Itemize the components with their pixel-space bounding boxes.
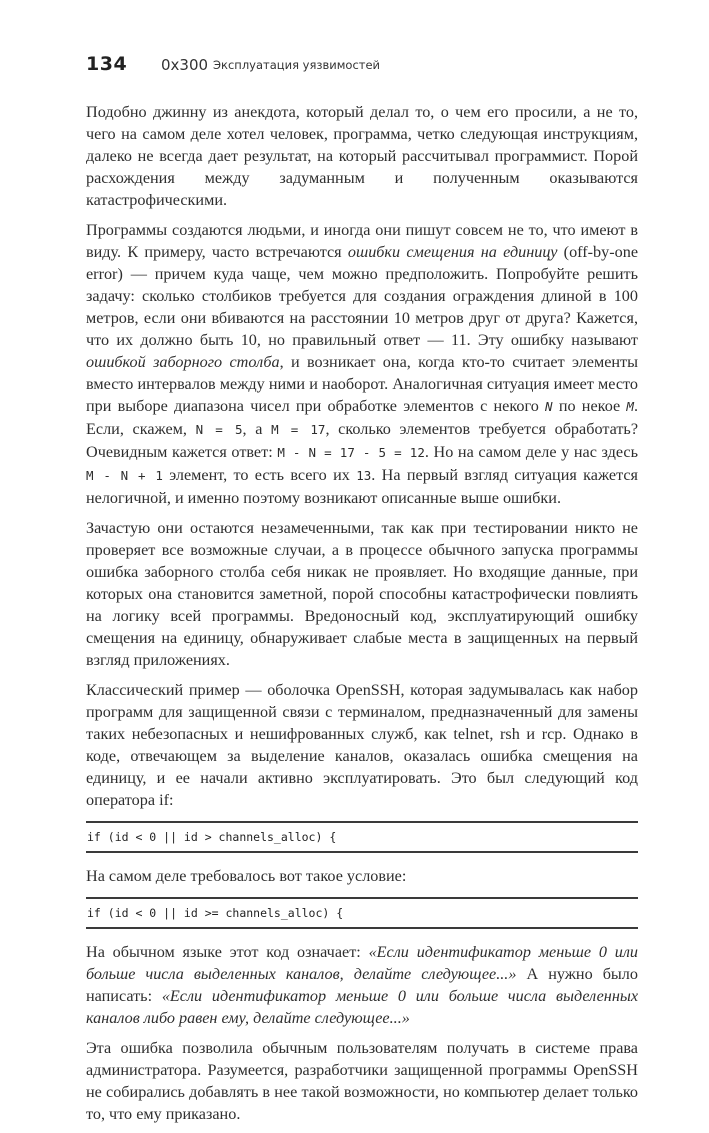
paragraph-genie: Подобно джинну из анекдота, который делал то, о чем его просили, а не то, чего на самом деле хотел человек, программа, четко следующая инструкциям, далеко не всегда дает результат, на который рассчитывал программист. Порой расхождения между задуманным и полученным оказываются катастрофическими.: [86, 103, 638, 209]
paragraph-consequence: Эта ошибка позволила обычным пользователям получать в системе права администратора. Разумеется, разработчики защищенной программы OpenSSH не собирались добавлять в нее такой возможности, но компьютер делает только то, что ему приказано.: [86, 1039, 638, 1123]
chapter-number: 0x300: [161, 56, 209, 74]
text-run: А нужно было написать:: [86, 965, 638, 1005]
paragraph-openssh-example: Классический пример — оболочка OpenSSH, которая задумывалась как набор программ для защищенной связи с терминалом, предназначенный для замены таких небезопасных и нешифрованных служб, как telnet, rsh и rcp. Однако в коде, отвечающем за выделение каналов, оказалась ошибка смещения на единицу, и ее начали активно эксплуатировать. Это был следующий код оператора if:: [86, 681, 638, 809]
paragraph-plain-language: [86, 941, 638, 1029]
variable-n: N: [545, 399, 553, 414]
text-run: , а: [242, 420, 272, 438]
inline-code: M = 17: [271, 422, 326, 437]
text-run: Программы создаются людьми, и иногда они пишут совсем не то, что имеют в виду. К примеру, часто встречаются: [86, 221, 638, 261]
body-text: [86, 101, 638, 1133]
paragraph-unnoticed: Зачастую они остаются незамеченными, так как при тестировании никто не проверяет все возможные случаи, а в процессе обычного запуска программы ошибка заборного столба себя никак не проявляет. Но входящие данные, при которых она становится заметной, порой способны катастрофически повлиять на логику всей программы. Вредоносный код, эксплуатирующий ошибку смещения на единицу, обнаруживает слабые места в защищенных на первый взгляд приложениях.: [86, 519, 638, 669]
text-run: . На первый взгляд ситуация кажется нелогичной, и именно поэтому возникают описанные выше ошибки.: [86, 466, 638, 507]
inline-code: M - N = 17 - 5 = 12: [277, 445, 425, 460]
quote-buggy-meaning: «Если идентификатор меньше 0 или больше числа выделенных каналов, делайте следующее...»: [86, 943, 638, 983]
page-number: 134: [86, 53, 128, 75]
text-run: по некое: [552, 397, 627, 415]
text-run: , и возникает она, когда кто-то считает элементы вместо интервалов между ними и наоборот. Аналогичная ситуация имеет место при выборе диапазона чисел при обработке элементов с некого: [86, 353, 638, 415]
running-header: [86, 53, 638, 79]
text-run: (off-by-one error) — причем куда чаще, чем можно предположить. Попробуйте решить задачу: сколько столбиков требуется для создания ограждения длиной в 100 метров, если они вбиваются на расстоянии 10 метров друг от друга? Кажется, что их должно быть 10, но правильный ответ — 11. Эту ошибку называют: [86, 243, 638, 349]
quote-fixed-meaning: «Если идентификатор меньше 0 или больше числа выделенных каналов либо равен ему, делайте следующее...»: [86, 987, 638, 1027]
text-run: . Но на самом деле у нас здесь: [424, 443, 638, 461]
text-run: На обычном языке этот код означает:: [86, 943, 369, 961]
inline-code: N = 5: [195, 422, 243, 437]
variable-m: M: [626, 399, 634, 414]
inline-code: 13: [356, 468, 372, 483]
code-block-buggy: if (id < 0 || id > channels_alloc) {: [86, 821, 638, 853]
code-block-fixed: if (id < 0 || id >= channels_alloc) {: [86, 897, 638, 929]
text-run: . Если, скажем,: [86, 397, 638, 438]
paragraph-required-condition: На самом деле требовалось вот такое условие:: [86, 867, 407, 885]
text-run: , сколько элементов требуется обработать? Очевидным кажется ответ:: [86, 420, 639, 461]
paragraph-off-by-one: [86, 219, 638, 509]
inline-code: M - N + 1: [86, 468, 163, 483]
term-off-by-one: ошибки смещения на единицу: [347, 243, 558, 261]
text-run: элемент, то есть всего их: [162, 466, 357, 484]
chapter-title: Эксплуатация уязвимостей: [213, 58, 381, 72]
term-fencepost: ошибкой заборного столба: [86, 353, 280, 371]
